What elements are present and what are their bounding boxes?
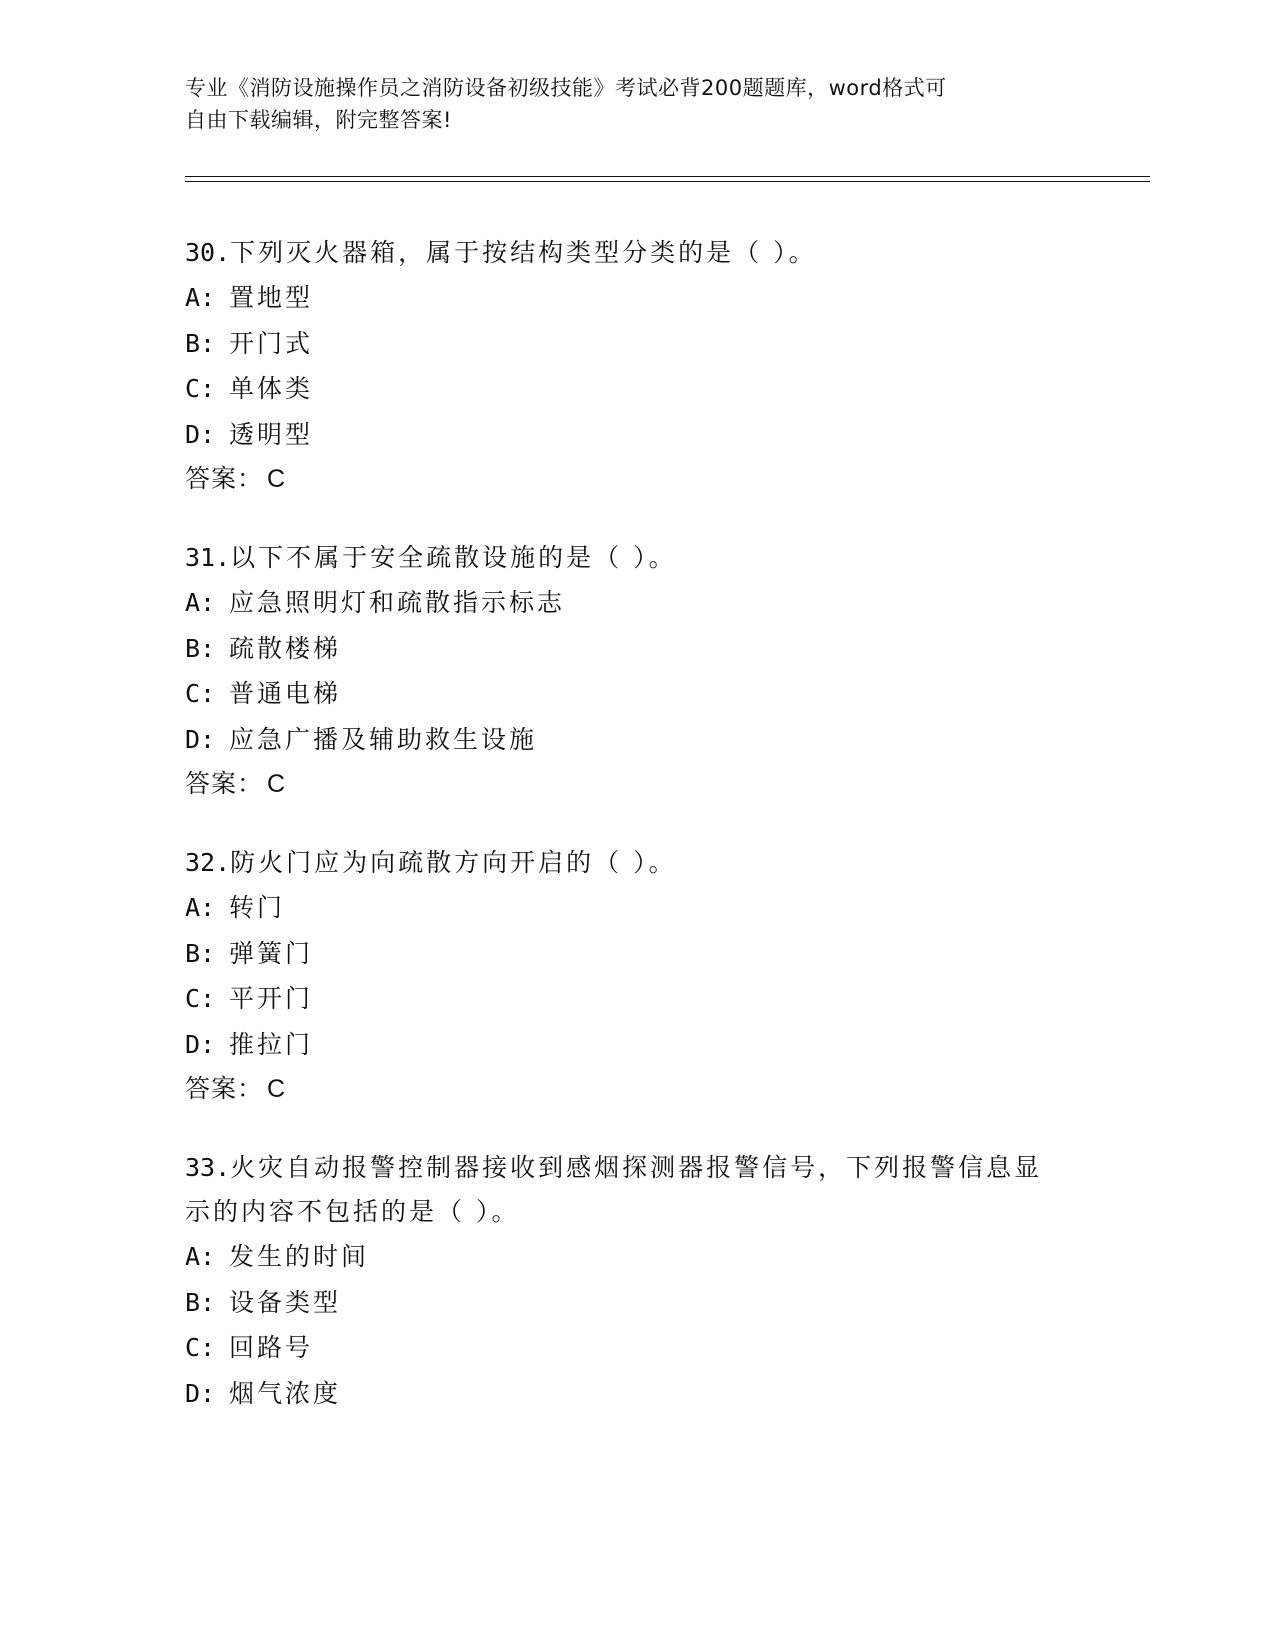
option-text: 开门式 xyxy=(229,328,314,358)
question-number: 30. xyxy=(185,238,231,267)
option-key: B: xyxy=(185,1287,216,1317)
option-key: D: xyxy=(185,419,216,449)
option-text: 透明型 xyxy=(229,419,314,449)
question-32 xyxy=(185,841,1085,1111)
option-text: 推拉门 xyxy=(229,1029,314,1059)
answer-value: C xyxy=(267,465,287,493)
answer-value: C xyxy=(267,770,287,798)
answer-label: 答案： xyxy=(185,464,264,493)
option-key: C: xyxy=(185,1333,216,1362)
option-key: A: xyxy=(185,588,216,617)
option-d xyxy=(185,1371,1085,1417)
answer-line xyxy=(185,762,1085,806)
option-b xyxy=(185,626,1085,672)
option-text: 普通电梯 xyxy=(229,679,342,708)
question-stem xyxy=(185,536,1085,580)
option-b xyxy=(185,1280,1085,1326)
option-text: 设备类型 xyxy=(229,1287,342,1317)
option-text: 疏散楼梯 xyxy=(229,633,342,663)
option-c xyxy=(185,1325,1085,1371)
option-text: 烟气浓度 xyxy=(229,1378,342,1408)
option-key: B: xyxy=(185,633,216,663)
option-key: D: xyxy=(185,1029,216,1059)
question-text: 防火门应为向疏散方向开启的（ ）。 xyxy=(230,848,677,877)
option-text: 应急照明灯和疏散指示标志 xyxy=(229,588,566,617)
question-stem xyxy=(185,1146,1085,1190)
option-d xyxy=(185,1022,1085,1068)
header-divider-bottom xyxy=(185,181,1150,182)
option-text: 发生的时间 xyxy=(229,1242,370,1271)
option-key: D: xyxy=(185,724,216,754)
question-number: 31. xyxy=(185,543,231,572)
header-divider-top xyxy=(185,176,1150,177)
option-b xyxy=(185,931,1085,977)
option-key: A: xyxy=(185,893,216,922)
option-text: 回路号 xyxy=(229,1333,314,1362)
question-number: 33. xyxy=(185,1153,231,1182)
option-text: 弹簧门 xyxy=(229,938,314,968)
header-line-2: 自由下载编辑，附完整答案! xyxy=(185,108,452,132)
option-key: C: xyxy=(185,984,216,1013)
option-text: 置地型 xyxy=(229,283,314,312)
option-key: D: xyxy=(185,1378,216,1408)
answer-label: 答案： xyxy=(185,1074,264,1103)
option-c xyxy=(185,671,1085,717)
header-line-1: 专业《消防设施操作员之消防设备初级技能》考试必背200题题库，word格式可 xyxy=(185,76,947,100)
option-key: A: xyxy=(185,283,216,312)
option-key: B: xyxy=(185,328,216,358)
answer-value: C xyxy=(267,1075,287,1103)
answer-line xyxy=(185,457,1085,501)
answer-line xyxy=(185,1067,1085,1111)
option-key: B: xyxy=(185,938,216,968)
question-stem-continued xyxy=(185,1190,1085,1234)
option-c xyxy=(185,366,1085,412)
option-a xyxy=(185,1234,1085,1280)
option-a xyxy=(185,885,1085,931)
question-number: 32. xyxy=(185,848,231,877)
option-key: C: xyxy=(185,374,216,403)
question-stem xyxy=(185,231,1085,275)
option-a xyxy=(185,580,1085,626)
question-33 xyxy=(185,1146,1085,1416)
option-key: C: xyxy=(185,679,216,708)
option-text: 单体类 xyxy=(229,374,314,403)
option-text: 应急广播及辅助救生设施 xyxy=(229,724,538,754)
question-stem xyxy=(185,841,1085,885)
question-30 xyxy=(185,231,1085,501)
option-text: 转门 xyxy=(229,893,286,922)
question-text-line-2: 示的内容不包括的是（ ）。 xyxy=(185,1197,520,1226)
answer-label: 答案： xyxy=(185,769,264,798)
question-text: 下列灭火器箱，属于按结构类型分类的是（ ）。 xyxy=(230,238,817,267)
document-header xyxy=(185,72,1065,136)
option-d xyxy=(185,412,1085,458)
option-key: A: xyxy=(185,1242,216,1271)
option-b xyxy=(185,321,1085,367)
question-text-line-1: 火灾自动报警控制器接收到感烟探测器报警信号，下列报警信息显 xyxy=(230,1153,1043,1182)
option-d xyxy=(185,717,1085,763)
option-text: 平开门 xyxy=(229,984,314,1013)
option-a xyxy=(185,275,1085,321)
question-31 xyxy=(185,536,1085,806)
option-c xyxy=(185,976,1085,1022)
question-text: 以下不属于安全疏散设施的是（ ）。 xyxy=(230,543,677,572)
